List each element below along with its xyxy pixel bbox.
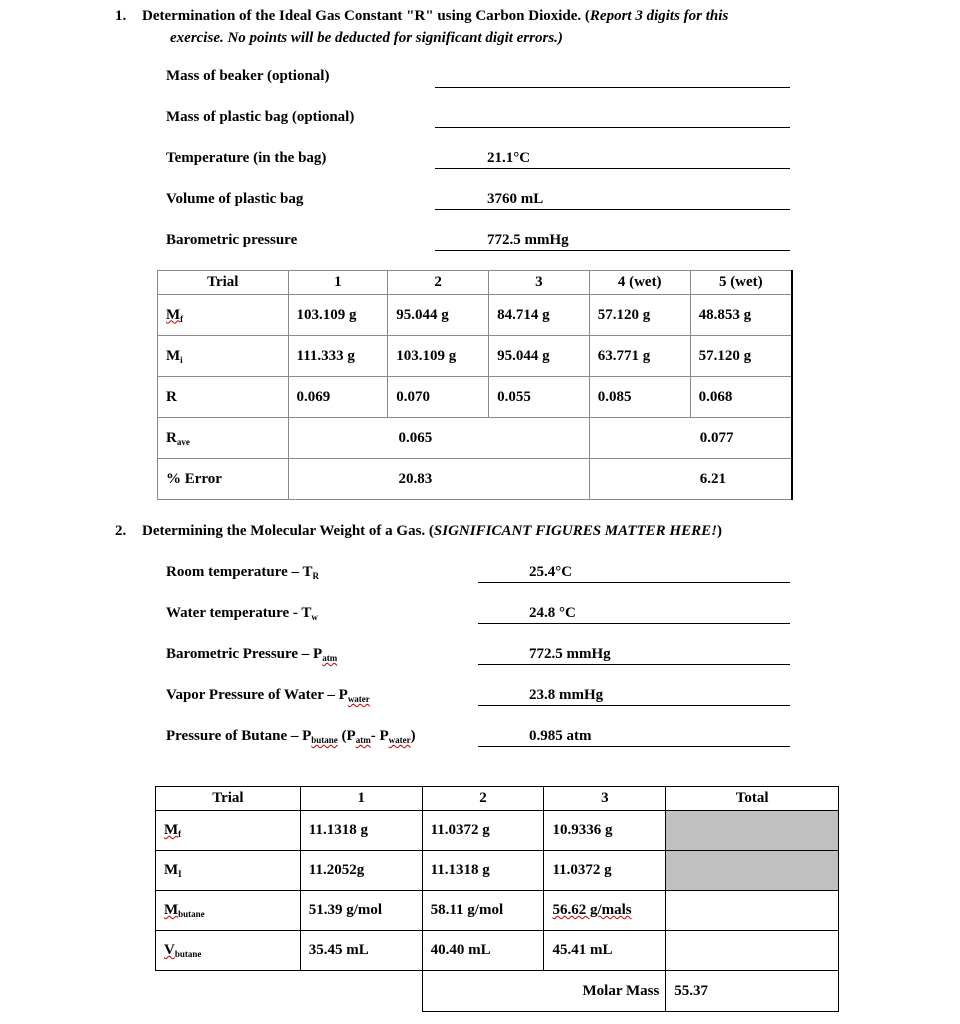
- section2-number: 2.: [115, 523, 127, 539]
- table-header-row: [158, 271, 793, 295]
- molar-mass-value[interactable]: 55.37: [666, 971, 839, 1012]
- field-line-barometric: [478, 664, 790, 665]
- cell[interactable]: 11.0372 g: [422, 811, 544, 851]
- cell[interactable]: 103.109 g: [388, 336, 489, 377]
- header-trial-3: 3: [544, 787, 666, 811]
- header-trial: Trial: [156, 787, 301, 811]
- field-label-room-temp: Room temperature – $T_R$: [166, 564, 319, 581]
- field-line-butane-pressure: [478, 746, 790, 747]
- section1-title: Determination of the Ideal Gas Constant "R" using Carbon Dioxide. (Report 3 digits for this: [142, 8, 729, 24]
- table-row-r: [158, 377, 793, 418]
- table-row-mf: [158, 295, 793, 336]
- cell[interactable]: 11.1318 g: [422, 851, 544, 891]
- row-label-mi: $M_I$: [156, 851, 301, 891]
- field-label-butane-pressure: Pressure of Butane – $P_{butane}$ ($P_{atm}-$ $P_{water}$): [166, 728, 416, 745]
- molecular-weight-table: [155, 786, 839, 1012]
- table-row-error: [158, 459, 793, 500]
- cell[interactable]: 57.120 g: [690, 336, 792, 377]
- header-trial-4: 4 (wet): [589, 271, 690, 295]
- field-label-bag-mass: Mass of plastic bag (optional): [166, 109, 355, 125]
- field-line-pressure: [435, 250, 790, 251]
- field-label-water-temp: Water temperature - $T_w$: [166, 605, 318, 622]
- table-row-mbutane: [156, 891, 839, 931]
- molar-mass-label: Molar Mass: [422, 971, 666, 1012]
- cell[interactable]: 11.2052g: [300, 851, 422, 891]
- field-label-pressure: Barometric pressure: [166, 232, 298, 248]
- cell[interactable]: 35.45 mL: [300, 931, 422, 971]
- field-line-vapor: [478, 705, 790, 706]
- row-label-error: % Error: [158, 459, 289, 500]
- section1-number: 1.: [115, 8, 127, 24]
- table-row-rave: [158, 418, 793, 459]
- table-row-vbutane: [156, 931, 839, 971]
- cell[interactable]: 11.0372 g: [544, 851, 666, 891]
- header-trial-1: 1: [300, 787, 422, 811]
- header-trial: Trial: [158, 271, 289, 295]
- field-line-beaker[interactable]: [435, 87, 790, 88]
- row-label-mf: $M_f$: [158, 295, 289, 336]
- field-label-volume: Volume of plastic bag: [166, 191, 304, 207]
- cell[interactable]: 40.40 mL: [422, 931, 544, 971]
- field-value-pressure[interactable]: 772.5 mmHg: [487, 232, 569, 248]
- table-row-mi: [156, 851, 839, 891]
- cell[interactable]: 45.41 mL: [544, 931, 666, 971]
- cell[interactable]: 111.333 g: [288, 336, 388, 377]
- field-label-vapor: Vapor Pressure of Water – $P_{water}$: [166, 687, 370, 704]
- header-trial-1: 1: [288, 271, 388, 295]
- row-label-mbutane: $M_{butane}$: [156, 891, 301, 931]
- total-cell-shaded: [666, 851, 839, 891]
- field-line-bag-mass[interactable]: [435, 127, 790, 128]
- spacer: [300, 971, 422, 1012]
- table-row-mf: [156, 811, 839, 851]
- rave-wet-cell[interactable]: 0.077: [589, 418, 792, 459]
- field-line-volume: [435, 209, 790, 210]
- rave-dry-cell[interactable]: 0.065: [288, 418, 589, 459]
- row-label-mf: $M_f$: [156, 811, 301, 851]
- field-line-water-temp: [478, 623, 790, 624]
- cell[interactable]: 95.044 g: [388, 295, 489, 336]
- total-cell-shaded: [666, 811, 839, 851]
- field-value-temperature[interactable]: 21.1°C: [487, 150, 531, 166]
- table-row-mi: [158, 336, 793, 377]
- cell[interactable]: 103.109 g: [288, 295, 388, 336]
- cell[interactable]: 11.1318 g: [300, 811, 422, 851]
- row-label-rave: $R_{ave}$: [158, 418, 289, 459]
- error-dry-cell[interactable]: 20.83: [288, 459, 589, 500]
- cell[interactable]: 10.9336 g: [544, 811, 666, 851]
- field-line-room-temp: [478, 582, 790, 583]
- error-wet-cell[interactable]: 6.21: [589, 459, 792, 500]
- cell[interactable]: 0.068: [690, 377, 792, 418]
- field-value-volume[interactable]: 3760 mL: [487, 191, 544, 207]
- field-value-room-temp[interactable]: 25.4°C: [529, 564, 573, 580]
- header-trial-5: 5 (wet): [690, 271, 792, 295]
- table-header-row: [156, 787, 839, 811]
- row-label-mi: $M_i$: [158, 336, 289, 377]
- row-label-vbutane: $V_{butane}$: [156, 931, 301, 971]
- cell[interactable]: 0.070: [388, 377, 489, 418]
- section1-note: exercise. No points will be deducted for significant digit errors.): [170, 30, 563, 46]
- field-value-vapor[interactable]: 23.8 mmHg: [529, 687, 604, 703]
- cell[interactable]: 56.62 g/mals: [544, 891, 666, 931]
- total-cell[interactable]: [666, 931, 839, 971]
- field-value-water-temp[interactable]: 24.8 °C: [529, 605, 576, 621]
- field-label-temperature: Temperature (in the bag): [166, 150, 327, 166]
- cell[interactable]: 0.085: [589, 377, 690, 418]
- cell[interactable]: 84.714 g: [489, 295, 590, 336]
- total-cell[interactable]: [666, 891, 839, 931]
- table-row-molar-mass: [156, 971, 839, 1012]
- field-label-barometric: Barometric Pressure – $P_{atm}$: [166, 646, 338, 663]
- cell[interactable]: 0.055: [489, 377, 590, 418]
- field-line-temperature: [435, 168, 790, 169]
- header-trial-2: 2: [388, 271, 489, 295]
- cell[interactable]: 51.39 g/mol: [300, 891, 422, 931]
- cell[interactable]: 95.044 g: [489, 336, 590, 377]
- field-value-barometric[interactable]: 772.5 mmHg: [529, 646, 611, 662]
- header-total: Total: [666, 787, 839, 811]
- spacer: [156, 971, 301, 1012]
- cell[interactable]: 48.853 g: [690, 295, 792, 336]
- header-trial-2: 2: [422, 787, 544, 811]
- cell[interactable]: 0.069: [288, 377, 388, 418]
- r-constant-table: [157, 270, 793, 500]
- cell[interactable]: 58.11 g/mol: [422, 891, 544, 931]
- header-trial-3: 3: [489, 271, 590, 295]
- section2-title: Determining the Molecular Weight of a Gas. (SIGNIFICANT FIGURES MATTER HERE!): [142, 523, 722, 539]
- cell[interactable]: 57.120 g: [589, 295, 690, 336]
- row-label-r: R: [158, 377, 289, 418]
- cell[interactable]: 63.771 g: [589, 336, 690, 377]
- field-value-butane-pressure[interactable]: 0.985 atm: [529, 728, 592, 744]
- field-label-beaker: Mass of beaker (optional): [166, 68, 330, 84]
